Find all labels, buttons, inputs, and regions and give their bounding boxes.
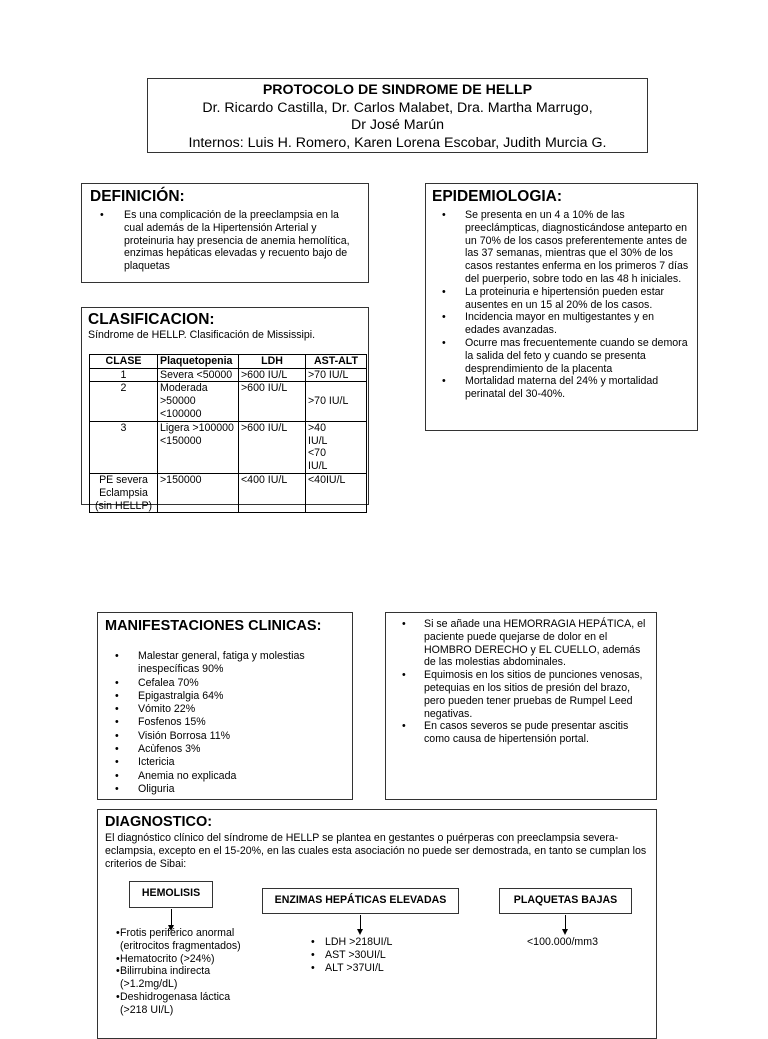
list-item: • Fosfenos 15% [105,716,345,729]
list-item: • Incidencia mayor en multigestantes y en edades avanzadas. [432,311,691,337]
column-header: CLASE [90,354,158,368]
list-item: • Hematocrito (>24%) [106,953,256,966]
hemorragia-list [392,618,650,746]
table-cell: >70 IU/L [306,368,367,382]
table-header-row [90,354,367,368]
table-cell: <400 IU/L [239,473,306,512]
document-title: PROTOCOLO DE SINDROME DE HELLP [262,82,533,98]
table-cell: Moderada >50000 <100000 [158,382,239,421]
clasificacion-heading: CLASIFICACION: [88,311,215,328]
manifestaciones-box [97,612,353,800]
table-cell: >150000 [158,473,239,512]
hemorragia-box [385,612,657,800]
definicion-heading: DEFINICIÓN: [90,188,185,205]
diagnostico-heading: DIAGNOSTICO: [105,814,213,830]
clasificacion-subtitle: Síndrome de HELLP. Clasificación de Mississipi. [88,329,316,341]
list-item: • Cefalea 70% [105,677,345,690]
down-arrow-icon [171,909,172,927]
clasificacion-box [81,307,369,512]
list-item: • Equimosis en los sitios de punciones venosas, petequias en los sitios de presión del brazo, pero pueden tener pruebas de Rumpel Leed negativas. [392,669,650,720]
down-arrow-icon [565,915,566,931]
epidemiologia-heading: EPIDEMIOLOGIA: [432,188,563,205]
plaquetas-label: PLAQUETAS BAJAS [513,894,618,906]
authors-line-1: Dr. Ricardo Castilla, Dr. Carlos Malabet, Dra. Martha Marrugo, [202,99,593,116]
list-item: • Si se añade una HEMORRAGIA HEPÁTICA, el paciente puede quejarse de dolor en el HOMBRO DERECHO y EL CUELLO, además de las molestias abdominales. [392,618,650,669]
table-cell: 2 [90,382,158,421]
list-item: • Malestar general, fatiga y molestias inespecíficas 90% [105,650,345,677]
table-cell: Ligera >100000 <150000 [158,421,239,473]
manifestaciones-list [105,650,345,796]
list-item: • Se presenta en un 4 a 10% de las preeclámpticas, diagnosticándose anteparto en un 70% de los casos preferentemente antes de las 37 semanas, mientras que el 30% de los casos restantes enferma en los primeros 7 días del puerperio, sobre todo en las 48 h iniciales. [432,209,691,286]
column-header: AST-ALT [306,354,367,368]
list-item: • Anemia no explicada [105,770,345,783]
table-cell: <40IU/L [306,473,367,512]
diagnostico-text: El diagnóstico clínico del síndrome de HELLP se plantea en gestantes o puérperas con preeclampsia severa-eclampsia, excepto en el 15-20%, en las cuales esta asociación no puede ser demostrada, en tanto se cumplan los criterios de Sibai: [105,832,647,870]
down-arrow-icon [360,915,361,931]
enzimas-label: ENZIMAS HEPÁTICAS ELEVADAS [274,894,447,906]
table-cell: >40 IU/L <70 IU/L [306,421,367,473]
list-item: • Bilirrubina indirecta (>1.2mg/dL) [106,965,256,991]
list-item: • Deshidrogenasa láctica (>218 UI/L) [106,991,256,1017]
definicion-list [90,209,358,273]
hemolisis-label: HEMOLISIS [141,887,201,899]
enzimas-list [301,936,421,974]
manifestaciones-heading: MANIFESTACIONES CLINICAS: [105,618,322,634]
definicion-box [81,183,369,283]
table-cell: >600 IU/L [239,421,306,473]
list-item: • Ocurre mas frecuentemente cuando se demora la salida del feto y cuando se presenta desprendimiento de la placenta [432,337,691,375]
table-cell: PE severa Eclampsia (sin HELLP) [90,473,158,512]
list-item: • La proteinuria e hipertensión pueden estar ausentes en un 15 al 20% de los casos. [432,286,691,312]
clasificacion-table [89,354,367,514]
table-row [90,382,367,421]
list-item: • Oliguria [105,783,345,796]
table-row [90,368,367,382]
authors-line-2: Dr José Marún [350,117,445,133]
list-item: • Epigastralgia 64% [105,690,345,703]
table-cell: 3 [90,421,158,473]
list-item: • Es una complicación de la preeclampsia en la cual además de la Hipertensión Arterial y proteinuria hay presencia de anemia hemolítica, enzimas hepáticas elevadas y recuento bajo de plaquetas [90,209,358,273]
interns-line: Internos: Luis H. Romero, Karen Lorena Escobar, Judith Murcia G. [188,134,607,151]
list-item: • Visión Borrosa 11% [105,730,345,743]
list-item: • ALT >37UI/L [301,962,421,975]
list-item: • Ictericia [105,756,345,769]
table-row [90,473,367,512]
list-item: • Mortalidad materna del 24% y mortalidad perinatal del 30-40%. [432,375,691,401]
table-cell: Severa <50000 [158,368,239,382]
table-cell: >600 IU/L [239,382,306,421]
enzimas-label-box [262,888,459,914]
table-cell: >600 IU/L [239,368,306,382]
epidemiologia-box [425,183,698,431]
hemolisis-list [106,927,256,1017]
list-item: • Acùfenos 3% [105,743,345,756]
plaquetas-value: <100.000/mm3 [527,936,598,948]
hemolisis-label-box [129,881,213,908]
list-item: • LDH >218UI/L [301,936,421,949]
list-item: • AST >30UI/L [301,949,421,962]
list-item: • Frotis periférico anormal (eritrocitos fragmentados) [106,927,256,953]
header-box [147,78,648,153]
column-header: LDH [239,354,306,368]
list-item: • En casos severos se pude presentar ascitis como causa de hipertensión portal. [392,720,650,746]
list-item: • Vómito 22% [105,703,345,716]
plaquetas-label-box [499,888,632,914]
table-cell: >70 IU/L [306,382,367,421]
table-cell: 1 [90,368,158,382]
column-header: Plaquetopenia [158,354,239,368]
table-row [90,421,367,473]
epidemiologia-list [432,209,691,401]
